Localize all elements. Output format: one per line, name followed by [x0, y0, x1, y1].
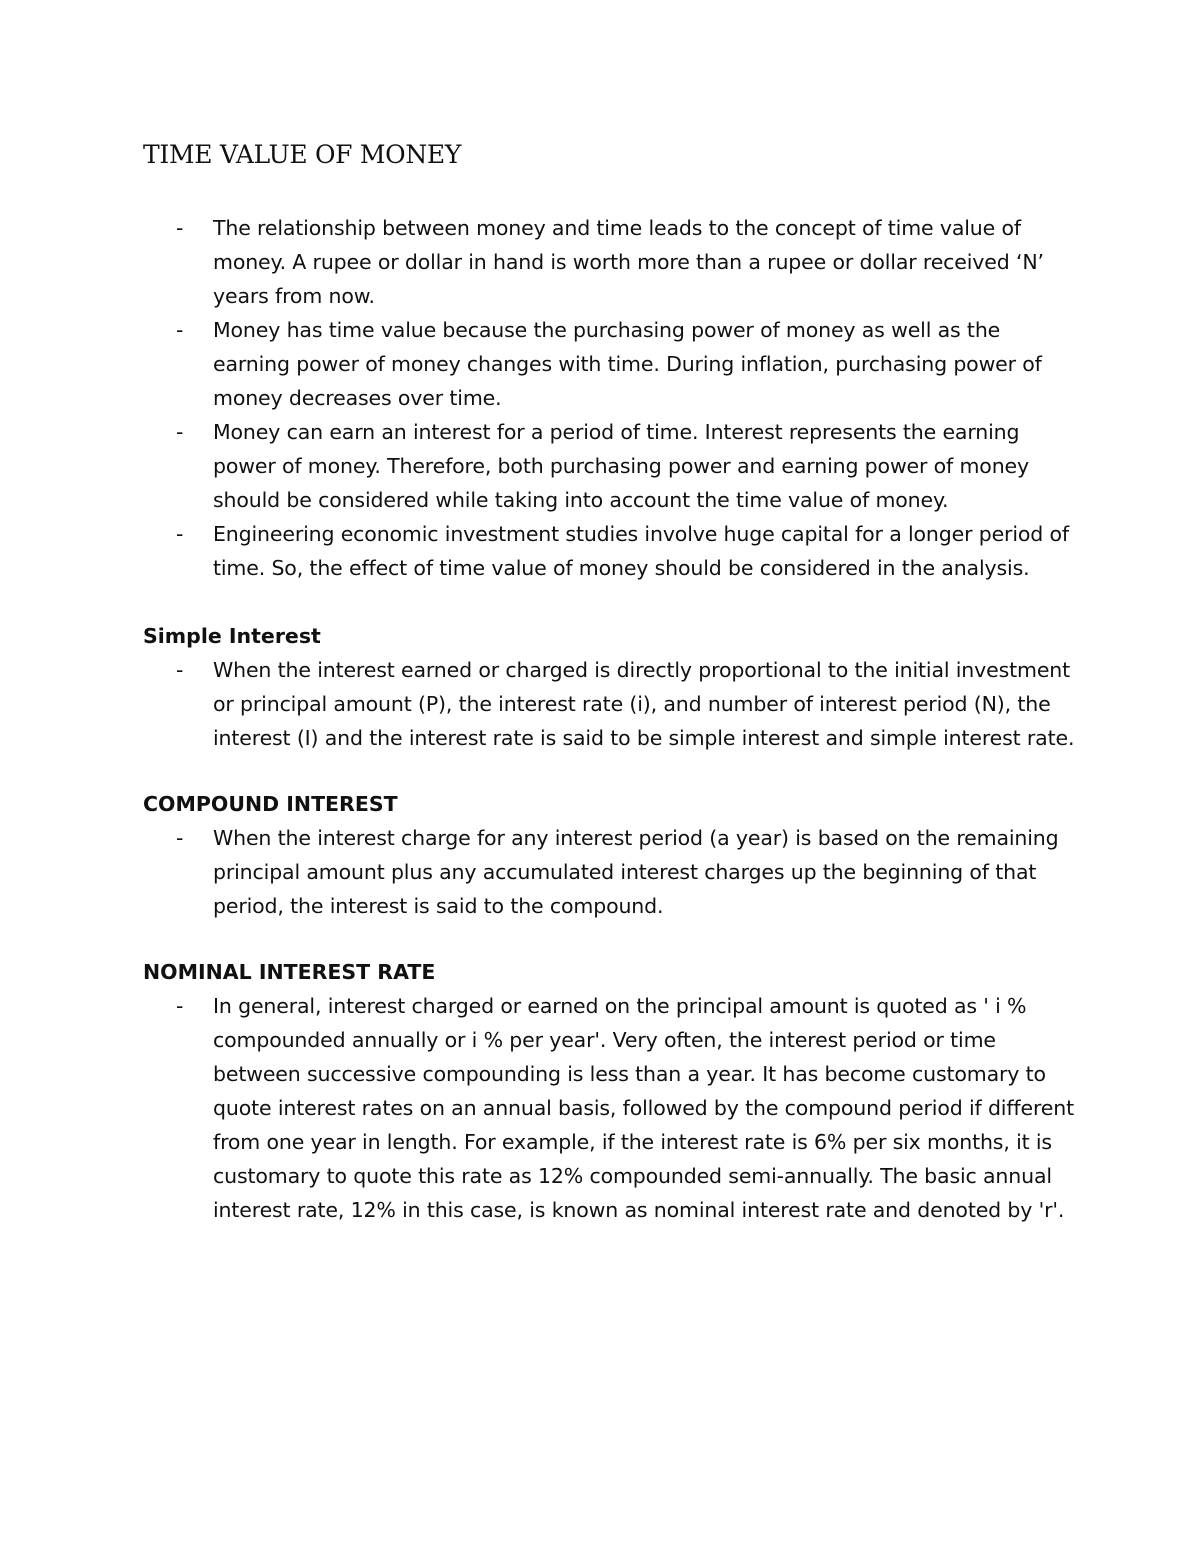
list-item-text: When the interest charge for any interest period (a year) is based on the remaining principal amount plus any accumulated interest charges up the beginning of that period, the interest is said to the compound. — [213, 826, 1059, 918]
section-bullet-list — [143, 821, 1083, 923]
nominal-interest-rate-section — [143, 955, 1083, 1227]
list-item — [143, 989, 1083, 1227]
section-bullet-list — [143, 653, 1083, 755]
bullet-dash: - — [176, 216, 184, 240]
bullet-dash: - — [176, 658, 184, 682]
page-title: TIME VALUE OF MONEY — [143, 140, 462, 169]
list-item — [143, 211, 1083, 313]
list-item — [143, 653, 1083, 755]
intro-section — [143, 211, 1083, 585]
list-item-text: Money can earn an interest for a period of time. Interest represents the earning power of money. Therefore, both purchasing power and earning power of money should be considered while taking into account the time value of money. — [213, 420, 1029, 512]
bullet-dash: - — [176, 522, 184, 546]
intro-bullet-list — [143, 211, 1083, 585]
bullet-dash: - — [176, 994, 184, 1018]
list-item-text: The relationship between money and time leads to the concept of time value of money. A rupee or dollar in hand is worth more than a rupee or dollar received ‘N’ years from now. — [213, 216, 1044, 308]
list-item-text: Money has time value because the purchasing power of money as well as the earning power of money changes with time. During inflation, purchasing power of money decreases over time. — [213, 318, 1042, 410]
bullet-dash: - — [176, 318, 184, 342]
section-bullet-list — [143, 989, 1083, 1227]
list-item — [143, 517, 1083, 585]
list-item-text: In general, interest charged or earned on the principal amount is quoted as ' i % compounded annually or i % per year'. Very often, the interest period or time between successive compounding is less than a year. It has become customary to quote interest rates on an annual basis, followed by the compound period if different from one year in length. For example, if the interest rate is 6% per six months, it is customary to quote this rate as 12% compounded semi-annually. The basic annual interest rate, 12% in this case, is known as nominal interest rate and denoted by 'r'. — [213, 994, 1074, 1222]
compound-interest-section — [143, 787, 1083, 923]
bullet-dash: - — [176, 826, 184, 850]
list-item-text: When the interest earned or charged is directly proportional to the initial investment or principal amount (P), the interest rate (i), and number of interest period (N), the interest (I) and the interest rate is said to be simple interest and simple interest rate. — [213, 658, 1075, 750]
list-item — [143, 821, 1083, 923]
section-heading: COMPOUND INTEREST — [143, 792, 398, 816]
document-page — [143, 140, 1083, 1259]
section-heading: Simple Interest — [143, 624, 321, 648]
bullet-dash: - — [176, 420, 184, 444]
list-item — [143, 313, 1083, 415]
section-heading: NOMINAL INTEREST RATE — [143, 960, 436, 984]
simple-interest-section — [143, 619, 1083, 755]
list-item — [143, 415, 1083, 517]
list-item-text: Engineering economic investment studies involve huge capital for a longer period of time. So, the effect of time value of money should be considered in the analysis. — [213, 522, 1069, 580]
